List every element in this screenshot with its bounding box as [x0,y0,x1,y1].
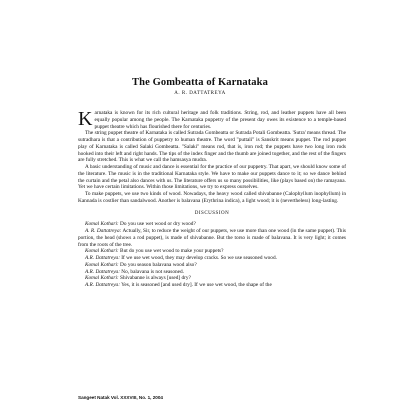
dialogue-text: If we use wet wood, they may develop cracks. So we use seasoned wood. [121,255,277,261]
journal-footer: Sangeet Natak Vol. XXXVIII, No. 1, 2004 [78,395,163,400]
speaker-name: A. R. Dattatreya: [85,228,122,234]
dialogue-text: Actually, Sir, to reduce the weight of our puppets, we use more than one wood (in the same puppet). This portion, the head (shows a rod puppet), is made of shivabanne. But the torso is made of balavana. It is very light; it comes from the roots of the tree. [78,228,346,248]
dialogue-line [78,269,346,276]
dialogue-text: No, balavana is not seasoned. [121,268,184,275]
dialogue-text: Do you season balavana wood also? [120,261,197,268]
speaker-name: Komal Kothari: [85,248,119,255]
paragraph-1-text: arnataka is known for its rich cultural heritage and folk traditions. String, rod, and leather puppets have all been equally popular among the people. The Karnataka puppetry of the present day owes its existence to a temple-based puppet theatre which has flourished there for centuries. [94,110,346,130]
article-title: The Gombeatta of Karnataka [132,77,268,88]
article-body [78,110,346,289]
dialogue-text: But do you use wet wood to make your puppets? [120,248,224,255]
speaker-name: Komal Kothari: [85,261,119,268]
speaker-name: Komal Kothari: [85,275,119,282]
paragraph-1 [78,110,346,130]
speaker-name: Komal Kothari: [85,221,119,228]
dialogue-line [78,248,346,255]
dialogue-line [78,275,346,282]
discussion-heading: DISCUSSION [194,210,230,216]
dialogue-line [78,255,346,262]
dialogue-text: Do you use wet wood or dry wood? [120,221,196,228]
paragraph-4: To make puppets, we use two kinds of wood. Nowadays, the heavy wood called shivabanne (Calophyllum inophyllum) in Kannada is costlier than sandalwood. Another is balavana (Erythrina indica), a light wood; it is (nevertheless) long-lasting. [78,191,346,204]
speaker-name: A.R. Dattatreya: [85,282,120,288]
dialogue-text: Shivabanne is always [used] dry? [120,275,191,282]
dialogue-line [78,262,346,269]
dialogue-line [78,228,346,248]
dialogue-line [78,221,346,228]
article-author: A. R. DATTATREYA [174,91,226,96]
dialogue-line [78,282,346,289]
paragraph-3: A basic understanding of music and dance is essential for the practice of our puppetry. That apart, we should know some of the literature. The music is in the traditional Karnataka style. We have to make our puppets dance to it; so we dance behind the curtain and the petal also dances with us. The literature offers us so many possibilities, like (plays based on) the ramayana. Yet we have certain limitations. Within those limitations, we try to express ourselves. [78,164,346,191]
drop-cap: K [78,108,93,130]
speaker-name: A.R. Dattatreya: [85,268,120,275]
paragraph-2: The string puppet theatre of Karnataka is called Sutrada Gombeatta or Sutrada Potali Gombeatta. 'Sutra' means thread. The sutradhara is that a contribution of puppetry to human theatre. The word "puttali" is Sanskrit means puppet. The rod puppet play of Karnataka is called Salaki Gombeatta. "Salaki" means rod, that is, iron rod; the puppets have two long iron rods hooked into their left and right hands. The tips of the index finger and the thumb are joined together, and the rest of the fingers are fully stretched. This is what we call the hamsasya mudra. [78,130,346,164]
speaker-name: A.R. Dattatreya: [85,255,120,261]
dialogue-text: Yes, it is seasoned [and used dry]. If we use wet wood, the shape of the [121,282,272,288]
